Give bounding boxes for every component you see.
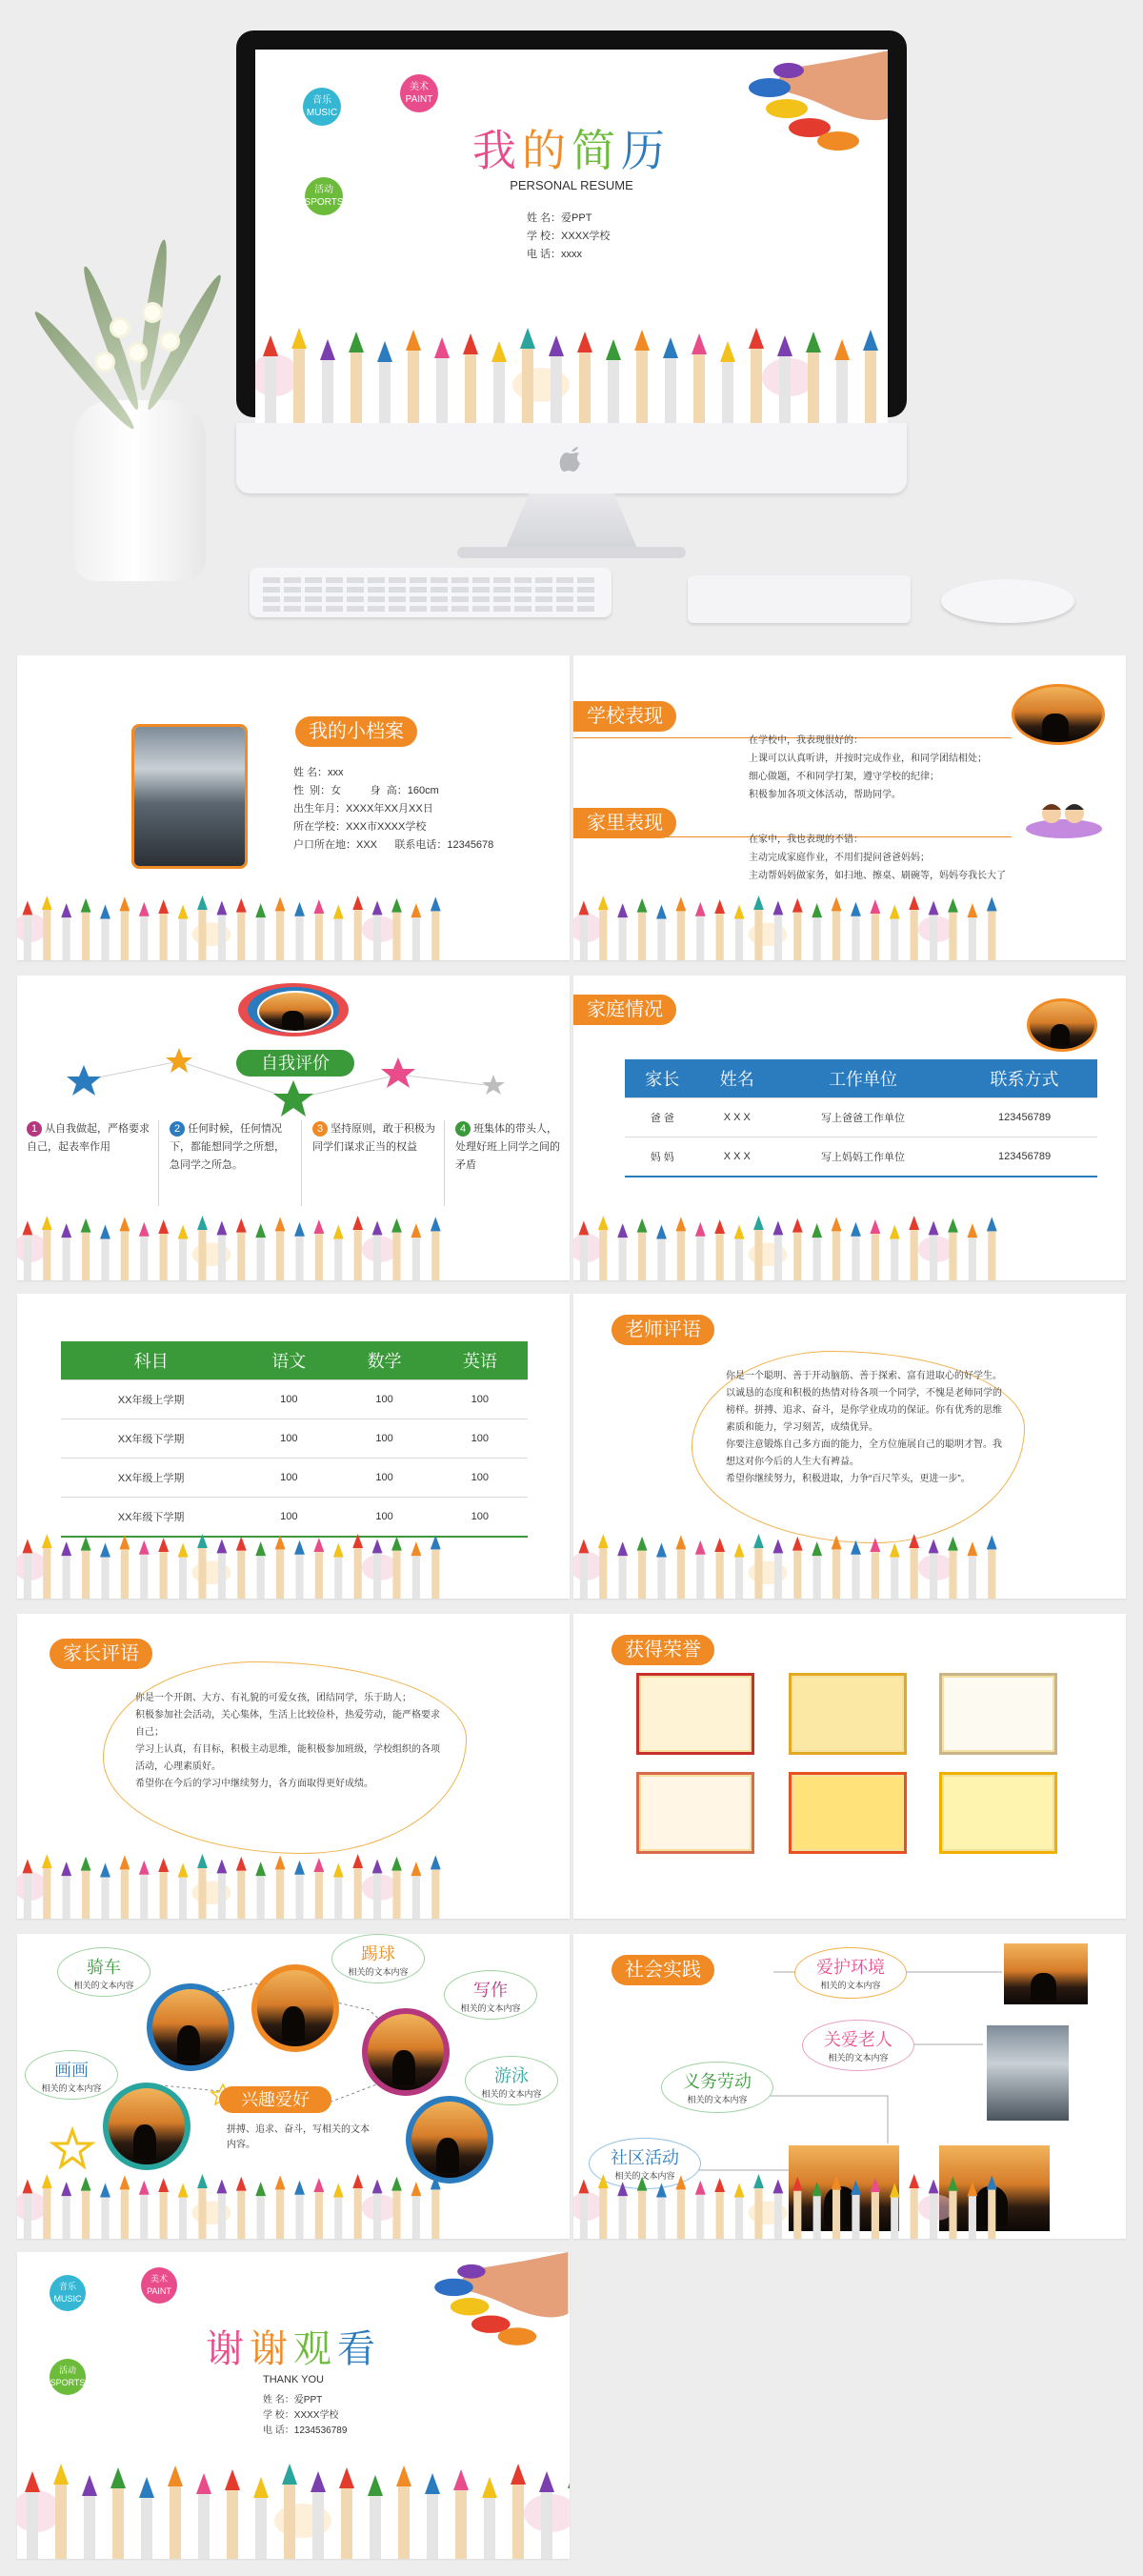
table-row xyxy=(61,1498,528,1538)
title-char: 的 xyxy=(522,126,572,175)
school-line: 细心做题，不和同学打架，遵守学校的纪律； xyxy=(749,772,939,782)
practice-sub: 相关的文本内容 xyxy=(614,2171,675,2181)
hobby-bubble xyxy=(465,2056,558,2105)
hobby-title: 游泳 xyxy=(494,2066,529,2085)
title-char: 谢 xyxy=(206,2328,250,2370)
self-eval-title: 自我评价 xyxy=(236,1050,354,1077)
honors-tag: 获得荣誉 xyxy=(612,1635,714,1665)
grades-header: 数学 xyxy=(336,1341,431,1380)
teacher-comment xyxy=(726,1368,1002,1488)
eval-text: 从自我做起，严格要求自己，起表率作用 xyxy=(27,1123,150,1153)
paint-badge: 美术 PAINT xyxy=(400,74,438,112)
family-header: 姓名 xyxy=(700,1059,775,1098)
school-tag: 学校表现 xyxy=(573,701,676,732)
family-header: 联系方式 xyxy=(952,1059,1097,1098)
hobby-photo xyxy=(251,1964,339,2052)
cell: 爸 爸 xyxy=(625,1098,700,1137)
profile-line: 姓 名：xxx xyxy=(293,767,344,778)
thanks-title xyxy=(17,2319,570,2373)
title-char: 我 xyxy=(472,126,522,175)
info-phone: 电 话：1234536789 xyxy=(263,2425,348,2436)
monitor-stand xyxy=(505,493,638,551)
eval-item xyxy=(27,1120,150,1157)
paint-brushes-image xyxy=(255,328,888,423)
cell: 123456789 xyxy=(952,1137,1097,1177)
practice-title: 义务劳动 xyxy=(683,2072,752,2091)
cell: XX年级下学期 xyxy=(61,1498,241,1538)
cell: 123456789 xyxy=(952,1098,1097,1137)
slide-teacher xyxy=(573,1294,1126,1599)
school-line: 在学校中，我表现很好的： xyxy=(749,735,863,746)
slide-school-home xyxy=(573,655,1126,960)
slide-thanks xyxy=(17,2252,570,2559)
profile-info xyxy=(293,764,493,855)
thanks-subtitle: THANK YOU xyxy=(263,2374,324,2385)
profile-line: 性 别：女 身 高：160cm xyxy=(293,785,439,796)
cell: 100 xyxy=(241,1498,336,1538)
certificate-image xyxy=(789,1772,907,1854)
title-char: 历 xyxy=(621,126,671,175)
hobby-bubble xyxy=(444,1970,537,2020)
home-line: 主动完成家庭作业，不用们提问爸爸妈妈； xyxy=(749,853,930,863)
cell: 100 xyxy=(336,1459,431,1498)
hobby-photo xyxy=(362,2008,450,2096)
leaf xyxy=(78,264,145,413)
hobbies-title: 兴趣爱好 xyxy=(219,2086,331,2113)
family-table xyxy=(625,1059,1097,1177)
eval-text: 任何时候，任何情况下，都能想同学之所想，急同学之所急。 xyxy=(170,1123,285,1171)
cell: 100 xyxy=(432,1498,528,1538)
parent-tag: 家长评语 xyxy=(50,1639,152,1669)
certificate-image xyxy=(789,1673,907,1755)
cell: 100 xyxy=(241,1419,336,1459)
eval-number: 2 xyxy=(170,1121,185,1137)
practice-photo xyxy=(987,2025,1069,2121)
family-tag: 家庭情况 xyxy=(573,995,676,1025)
info-name: 姓 名：爱PPT xyxy=(527,212,592,224)
home-line: 在家中，我也表现的不错： xyxy=(749,835,863,845)
teacher-line: 你要注意锻炼自己多方面的能力，全方位施展自己的聪明才智。我想这对你今后的人生大有裨益。 xyxy=(726,1439,1002,1467)
home-line: 主动帮妈妈做家务，如扫地、擦桌、刷碗等，妈妈夸我长大了 xyxy=(749,871,1006,881)
slide-parent xyxy=(17,1614,570,1919)
parent-line: 学习上认真，有目标，积极主动思维，能积极参加班级，学校组织的各项活动，心理素质好。 xyxy=(135,1744,440,1772)
family-header-row xyxy=(625,1059,1097,1098)
school-photo xyxy=(1012,684,1105,745)
parent-line: 积极参加社会活动，关心集体，生活上比较俭朴，热爱劳动，能严格要求自己； xyxy=(135,1710,440,1738)
cell: 100 xyxy=(336,1419,431,1459)
cell: 100 xyxy=(336,1380,431,1419)
practice-bubble xyxy=(661,2062,773,2113)
parent-line: 希望你在今后的学习中继续努力，各方面取得更好成绩。 xyxy=(135,1779,373,1789)
hobby-title: 写作 xyxy=(473,1981,508,2000)
certificate-image xyxy=(636,1772,754,1854)
stars-network xyxy=(17,1033,570,1118)
paint-brushes-image xyxy=(17,1216,448,1280)
family-photo xyxy=(1027,998,1097,1052)
grades-table xyxy=(61,1341,528,1538)
music-badge: 音乐 MUSIC xyxy=(50,2275,86,2311)
paint-badge: 美术 PAINT xyxy=(141,2267,177,2304)
hobbies-desc: 拼搏、追求、奋斗，写相关的文本内容。 xyxy=(227,2124,370,2150)
profile-line: 出生年月：XXXX年XX月XX日 xyxy=(293,803,433,815)
certificate-image xyxy=(939,1673,1057,1755)
title-char: 看 xyxy=(337,2328,381,2370)
table-row xyxy=(61,1380,528,1419)
slide-practice xyxy=(573,1934,1126,2239)
cell: XX年级上学期 xyxy=(61,1380,241,1419)
slide-honors xyxy=(573,1614,1126,1919)
hobby-bubble xyxy=(25,2050,118,2100)
paint-brushes-image xyxy=(17,2464,570,2559)
hobby-sub: 相关的文本内容 xyxy=(481,2089,542,2099)
eval-item xyxy=(170,1120,293,1175)
profile-line: 所在学校：XXX市XXXX学校 xyxy=(293,821,427,833)
grades-header: 英语 xyxy=(432,1341,528,1380)
practice-sub: 相关的文本内容 xyxy=(687,2095,748,2104)
paint-brushes-image xyxy=(17,1854,448,1919)
eval-number: 1 xyxy=(27,1121,42,1137)
flower xyxy=(112,320,128,335)
hobby-bubble xyxy=(331,1934,425,1983)
grades-header: 语文 xyxy=(241,1341,336,1380)
slide-hobbies xyxy=(17,1934,570,2239)
resume-subtitle: PERSONAL RESUME xyxy=(510,178,633,192)
practice-title: 爱护环境 xyxy=(816,1958,885,1977)
cell: X X X xyxy=(700,1137,775,1177)
cell: 100 xyxy=(432,1380,528,1419)
hobby-bubble xyxy=(57,1947,150,1997)
practice-bubble xyxy=(794,1947,907,1999)
profile-photo xyxy=(131,724,248,869)
cell: 写上妈妈工作单位 xyxy=(774,1137,952,1177)
hobby-title: 画画 xyxy=(54,2061,89,2080)
keyboard xyxy=(250,568,612,617)
school-text xyxy=(749,732,987,804)
title-char: 谢 xyxy=(250,2328,293,2370)
eval-photo xyxy=(257,991,333,1033)
practice-title: 关爱老人 xyxy=(824,2030,892,2049)
family-header: 工作单位 xyxy=(774,1059,952,1098)
title-slide xyxy=(255,50,888,423)
monitor-chin xyxy=(236,423,907,493)
apple-logo-icon xyxy=(558,442,585,474)
sports-badge: 活动 SPORTS xyxy=(305,177,343,215)
eval-number: 3 xyxy=(312,1121,328,1137)
flower xyxy=(162,333,177,349)
slide-family xyxy=(573,976,1126,1280)
slide-profile xyxy=(17,655,570,960)
resume-title xyxy=(255,116,888,179)
hobby-title: 踢球 xyxy=(361,1944,395,1963)
cell: 100 xyxy=(336,1498,431,1538)
hobby-title: 骑车 xyxy=(87,1958,121,1977)
paint-brushes-image xyxy=(573,1216,1004,1280)
practice-title: 社区活动 xyxy=(611,2148,679,2167)
sports-badge: 活动 SPORTS xyxy=(50,2359,86,2395)
info-name: 姓 名：爱PPT xyxy=(263,2395,323,2405)
cell: 100 xyxy=(432,1419,528,1459)
paint-brushes-image xyxy=(17,1534,448,1599)
slide-grades xyxy=(17,1294,570,1599)
grades-header-row xyxy=(61,1341,528,1380)
practice-photo xyxy=(1004,1943,1088,2004)
profile-tag: 我的小档案 xyxy=(295,716,417,747)
flower xyxy=(97,354,112,370)
teacher-line: 希望你继续努力，积极进取，力争“百尺竿头，更进一步”。 xyxy=(726,1474,971,1484)
eval-number: 4 xyxy=(455,1121,471,1137)
hobby-sub: 相关的文本内容 xyxy=(41,2083,102,2093)
mouse xyxy=(941,579,1074,623)
certificate-image xyxy=(939,1772,1057,1854)
title-info xyxy=(527,210,610,264)
cell: 100 xyxy=(432,1459,528,1498)
music-badge: 音乐 MUSIC xyxy=(303,88,341,126)
paint-brushes-image xyxy=(17,2174,448,2239)
title-char: 简 xyxy=(572,126,621,175)
school-line: 积极参加各项文体活动，帮助同学。 xyxy=(749,790,901,800)
table-row xyxy=(61,1419,528,1459)
practice-tag: 社会实践 xyxy=(612,1955,714,1985)
cell: 100 xyxy=(241,1380,336,1419)
paint-brushes-image xyxy=(17,896,448,960)
info-phone: 电 话：xxxx xyxy=(527,249,583,260)
grades-header: 科目 xyxy=(61,1341,241,1380)
paint-brushes-image xyxy=(573,1534,1004,1599)
parent-comment xyxy=(135,1690,440,1793)
flower xyxy=(130,345,145,360)
table-row xyxy=(625,1137,1097,1177)
table-row xyxy=(625,1098,1097,1137)
hobby-photo xyxy=(103,2083,190,2170)
info-school: 学 校：XXXX学校 xyxy=(263,2410,339,2421)
hobby-sub: 相关的文本内容 xyxy=(348,1967,409,1977)
paint-brushes-image xyxy=(573,2174,1004,2239)
practice-sub: 相关的文本内容 xyxy=(820,1981,881,1990)
cell: XX年级下学期 xyxy=(61,1419,241,1459)
teacher-tag: 老师评语 xyxy=(612,1315,714,1345)
title-char: 观 xyxy=(293,2328,337,2370)
profile-line: 户口所在地：XXX 联系电话：12345678 xyxy=(293,839,494,851)
eval-text: 坚持原则，敢于积极为同学们谋求正当的权益 xyxy=(312,1123,436,1153)
info-school: 学 校：XXXX学校 xyxy=(527,231,611,242)
cell: X X X xyxy=(700,1098,775,1137)
slide-self-eval xyxy=(17,976,570,1280)
teacher-line: 以诚恳的态度和积极的热情对待各项一个同学，不愧是老师同学的榜样。拼搏、追求、奋斗，是你学业成功的保证。你有优秀的思维素质和能力，学习刻苦，成绩优异。 xyxy=(726,1388,1002,1433)
cell: 100 xyxy=(241,1459,336,1498)
hobby-photo xyxy=(406,2096,493,2184)
hobby-sub: 相关的文本内容 xyxy=(460,2003,521,2013)
family-header: 家长 xyxy=(625,1059,700,1098)
certificate-image xyxy=(636,1673,754,1755)
vase xyxy=(74,400,206,581)
practice-sub: 相关的文本内容 xyxy=(828,2053,889,2063)
eval-text: 班集体的带头人，处理好班上同学之间的矛盾 xyxy=(455,1123,560,1171)
eval-items xyxy=(27,1120,560,1206)
cell: XX年级上学期 xyxy=(61,1459,241,1498)
flower xyxy=(145,305,160,320)
hobby-sub: 相关的文本内容 xyxy=(73,1981,134,1990)
cell: 写上爸爸工作单位 xyxy=(774,1098,952,1137)
home-tag: 家里表现 xyxy=(573,808,676,838)
kids-plane-illustration xyxy=(1021,789,1107,846)
paint-brushes-image xyxy=(573,896,1004,960)
thanks-info xyxy=(263,2393,347,2439)
school-line: 上课可以认真听讲，并按时完成作业，和同学团结相处； xyxy=(749,754,987,764)
teacher-line: 你是一个聪明、善于开动脑筋、善于探索、富有进取心的好学生。 xyxy=(726,1371,1002,1381)
table-row xyxy=(61,1459,528,1498)
hobby-photo xyxy=(147,1983,234,2071)
parent-line: 你是一个开朗、大方、有礼貌的可爱女孩，团结同学，乐于助人； xyxy=(135,1693,411,1703)
monitor-foot xyxy=(457,547,686,558)
cell: 妈 妈 xyxy=(625,1137,700,1177)
home-text xyxy=(749,831,1006,885)
practice-bubble xyxy=(802,2020,914,2071)
eval-item xyxy=(312,1120,436,1157)
trackpad xyxy=(688,575,911,623)
eval-item xyxy=(455,1120,560,1175)
